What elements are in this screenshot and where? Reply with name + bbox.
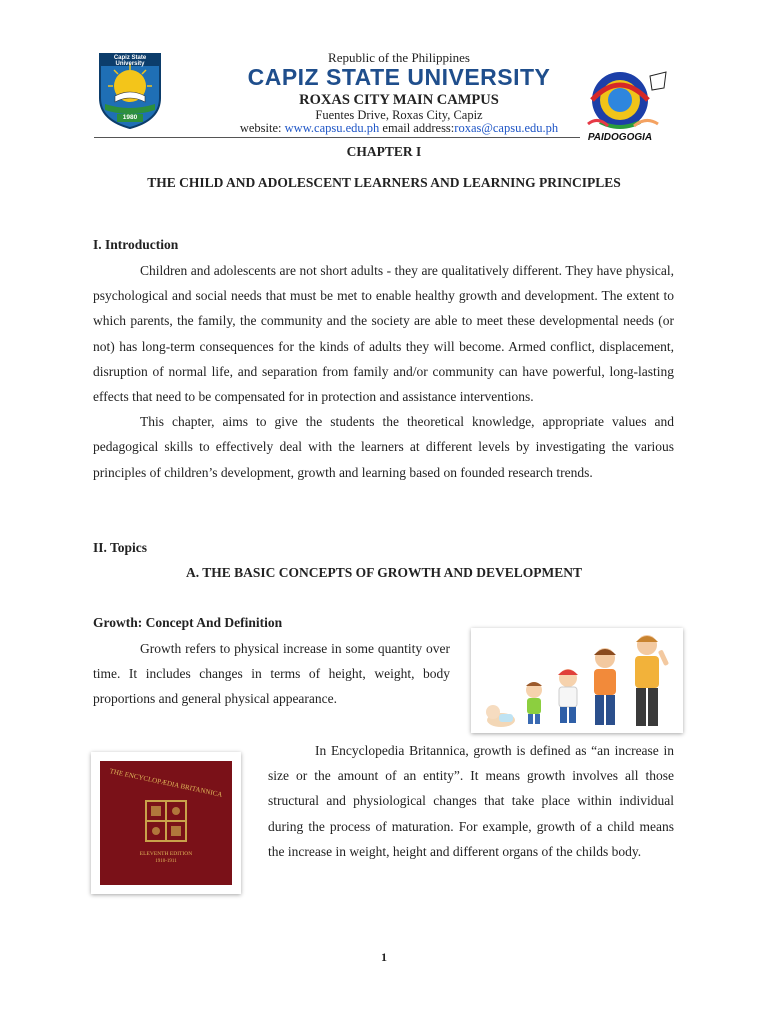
topics-heading: II. Topics: [93, 540, 148, 555]
chapter-label: CHAPTER I: [346, 144, 422, 159]
britannica-years: 1910-1911: [155, 859, 177, 864]
chapter-title: THE CHILD AND ADOLESCENT LEARNERS AND LEARNING PRINCIPLES: [147, 175, 621, 190]
email-label: email address:: [379, 121, 455, 135]
growth-paragraph-1-container: [93, 636, 450, 712]
encyclopaedia-britannica-cover-image: [91, 752, 241, 894]
seal-top-text: Capiz State University: [113, 55, 147, 67]
growth-stages-illustration: [471, 628, 683, 733]
email-link[interactable]: roxas@capsu.edu.ph: [454, 121, 559, 135]
topics-subheading: A. THE BASIC CONCEPTS OF GROWTH AND DEVELOPMENT: [185, 565, 583, 580]
growth-paragraph-1: Growth refers to physical increase in some quantity over time. It includes changes in terms of height, weight, body proportions and general physical appearance.: [93, 641, 450, 707]
header-university-name: CAPIZ STATE UNIVERSITY: [247, 64, 551, 90]
seal-year-text: 1980: [122, 114, 138, 121]
paidogogia-logo-text: PAIDOGOGIA: [587, 132, 653, 143]
page-number: 1: [381, 950, 387, 964]
paidogogia-logo: [578, 66, 673, 146]
introduction-paragraph-2: This chapter, aims to give the students the theoretical knowledge, appropriate values and pedagogical skills to effectively deal with the learners at different levels by investigating the various principles of children’s development, growth and learning based on founded research trends.: [93, 414, 674, 480]
header-republic: Republic of the Philippines: [328, 50, 470, 65]
introduction-heading: I. Introduction: [93, 237, 179, 252]
britannica-cover: [100, 761, 232, 885]
britannica-edition: ELEVENTH EDITION: [139, 851, 193, 857]
introduction-body: [93, 258, 674, 485]
growth-paragraph-2: In Encyclopedia Britannica, growth is defined as “an increase in size or the amount of an entity”. It means growth involves all those structural and physiological changes that take place within individual during the process of maturation. For example, growth of a child means the increase in weight, height and different organs of the childs body.: [268, 743, 674, 859]
growth-heading: Growth: Concept And Definition: [93, 615, 283, 630]
header-divider: [94, 137, 580, 138]
header-address: Fuentes Drive, Roxas City, Capiz: [315, 108, 483, 122]
website-label: website:: [239, 121, 285, 135]
introduction-paragraph-1: Children and adolescents are not short adults - they are qualitatively different. They have physical, psychological and social needs that must be met to enable healthy growth and development. The extent to which parents, the family, the community and the society are able to meet these developmental needs (or not) has long-term consequences for the kinds of adults they will become. Armed conflict, displacement, disruption of normal life, and separation from family and/or community can have powerful, long-lasting effects that need to be compensated for in protection and assistance interventions.: [93, 263, 674, 405]
header-campus: ROXAS CITY MAIN CAMPUS: [299, 92, 499, 108]
britannica-cover-title: THE ENCYCLOPÆDIA BRITANNICA: [108, 767, 224, 799]
website-link[interactable]: www.capsu.edu.ph: [284, 121, 380, 135]
growth-paragraph-2-container: [268, 738, 674, 864]
britannica-crest-icon: [142, 797, 190, 845]
